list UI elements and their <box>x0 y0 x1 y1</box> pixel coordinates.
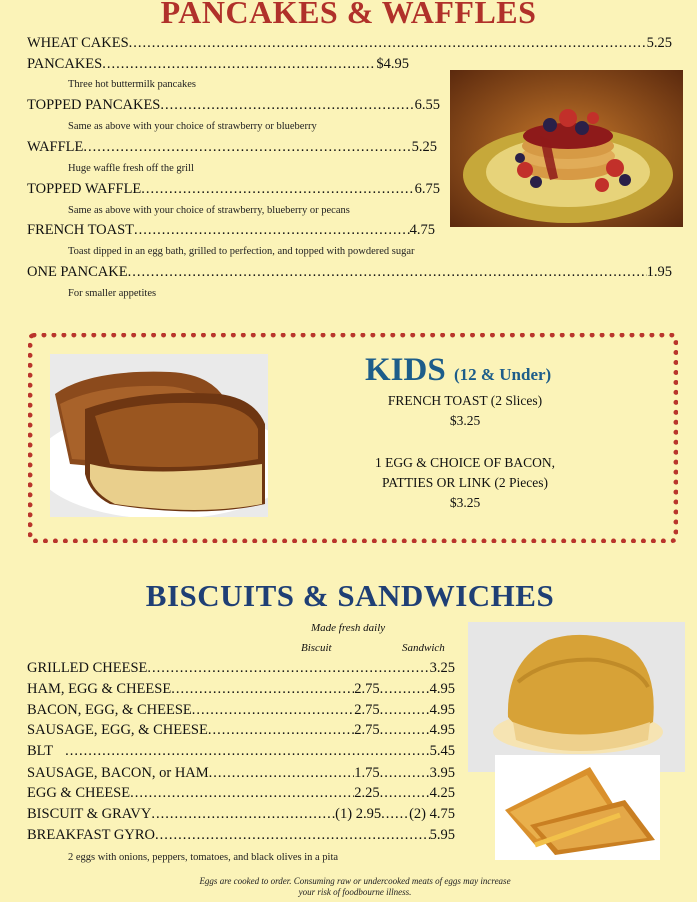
item-price: 6.75 <box>414 181 440 197</box>
kids-item-french-toast-price: $3.25 <box>449 413 481 428</box>
item-desc: For smaller appetites <box>68 288 157 299</box>
sandwich-price: 5.45 <box>429 743 455 759</box>
item-desc: Three hot buttermilk pancakes <box>68 79 196 90</box>
kids-item-egg-line1: 1 EGG & CHOICE OF BACON, <box>374 455 555 470</box>
item-name: GRILLED CHEESE <box>27 660 148 676</box>
item-name: TOPPED PANCAKES <box>27 97 161 113</box>
menu-row-topped-pancakes <box>27 96 440 114</box>
item-name: SAUSAGE, BACON, or HAM <box>27 765 209 781</box>
item-price: 6.55 <box>414 97 440 113</box>
col-header-biscuit: Biscuit <box>301 642 332 654</box>
item-desc: Same as above with your choice of strawberry or blueberry <box>68 121 317 132</box>
sandwich-photo <box>495 755 660 860</box>
item-name: WHEAT CAKES <box>27 35 129 51</box>
item-name: BISCUIT & GRAVY <box>27 806 152 822</box>
footer-line-2: your risk of foodbourne illness. <box>298 887 412 897</box>
kids-item-egg-price: $3.25 <box>449 495 481 510</box>
sandwich-price: (2) 4.75 <box>409 806 455 822</box>
item-desc: Toast dipped in an egg bath, grilled to perfection, and topped with powdered sugar <box>68 246 415 257</box>
biscuit-price: 2.75 <box>354 722 380 738</box>
sandwich-price: 4.95 <box>429 702 455 718</box>
item-name: PANCAKES <box>27 56 103 72</box>
made-fresh-note: Made fresh daily <box>311 622 386 634</box>
sandwich-price: 4.95 <box>429 681 455 697</box>
kids-title-text: KIDS <box>365 352 446 388</box>
item-name: BACON, EGG, & CHEESE <box>27 702 192 718</box>
kids-title <box>365 352 551 389</box>
item-name: BLT <box>27 743 54 759</box>
item-name: HAM, EGG & CHEESE <box>27 681 172 697</box>
menu-row-sausage-bacon-ham <box>27 764 455 782</box>
col-header-sandwich: Sandwich <box>402 642 445 654</box>
kids-item-french-toast: FRENCH TOAST (2 Slices) <box>387 393 543 408</box>
item-name: FRENCH TOAST <box>27 222 135 238</box>
menu-row-ham-egg-cheese <box>27 680 455 698</box>
footer-line-1: Eggs are cooked to order. Consuming raw or undercooked meats of eggs may increase <box>199 876 511 886</box>
kids-photo <box>50 354 268 517</box>
menu-row-biscuit-gravy <box>27 805 455 823</box>
menu-row-egg-cheese <box>27 784 455 802</box>
menu-row-one-pancake <box>27 263 672 281</box>
item-name: ONE PANCAKE <box>27 264 128 280</box>
pancakes-title: PANCAKES & WAFFLES <box>160 0 537 30</box>
gyro-desc: 2 eggs with onions, peppers, tomatoes, and black olives in a pita <box>68 852 339 863</box>
item-name: TOPPED WAFFLE <box>27 181 142 197</box>
footer-disclaimer <box>140 876 570 898</box>
biscuit-price: (1) 2.95 <box>335 806 382 822</box>
sandwich-price: 4.95 <box>429 722 455 738</box>
item-desc: Same as above with your choice of strawberry, blueberry or pecans <box>68 205 350 216</box>
biscuit-photo <box>468 622 685 772</box>
sandwich-price: 5.95 <box>429 827 455 843</box>
menu-row-french-toast <box>27 221 435 239</box>
kids-item-egg-line2: PATTIES OR LINK (2 Pieces) <box>382 475 548 490</box>
item-price: 5.25 <box>646 35 672 51</box>
menu-row-breakfast-gyro <box>27 826 455 844</box>
menu-row-topped-waffle <box>27 180 440 198</box>
sandwich-price: 4.25 <box>429 785 455 801</box>
item-price: 1.95 <box>646 264 672 280</box>
item-name: WAFFLE <box>27 139 84 155</box>
biscuit-price: 2.25 <box>354 785 380 801</box>
item-desc: Huge waffle fresh off the grill <box>68 163 194 174</box>
biscuit-price: 2.75 <box>354 681 380 697</box>
pancakes-photo <box>450 70 683 227</box>
item-price: $4.95 <box>376 56 409 72</box>
item-name: SAUSAGE, EGG, & CHEESE <box>27 722 208 738</box>
kids-subtitle: (12 & Under) <box>453 365 552 384</box>
menu-row-grilled-cheese <box>27 659 455 677</box>
menu-row-bacon-egg-cheese <box>27 701 455 719</box>
menu-row-blt <box>27 742 455 760</box>
item-name: BREAKFAST GYRO <box>27 827 155 843</box>
biscuits-title: BISCUITS & SANDWICHES <box>145 578 555 613</box>
biscuit-price: 1.75 <box>354 765 380 781</box>
menu-row-wheat-cakes <box>27 34 672 52</box>
sandwich-price: 3.25 <box>429 660 455 676</box>
sandwich-price: 3.95 <box>429 765 455 781</box>
item-price: 5.25 <box>411 139 437 155</box>
menu-row-waffle <box>27 138 437 156</box>
item-price: 4.75 <box>409 222 435 238</box>
biscuit-price: 2.75 <box>354 702 380 718</box>
menu-row-pancakes <box>27 55 409 73</box>
item-name: EGG & CHEESE <box>27 785 131 801</box>
menu-row-sausage-egg-cheese <box>27 721 455 739</box>
